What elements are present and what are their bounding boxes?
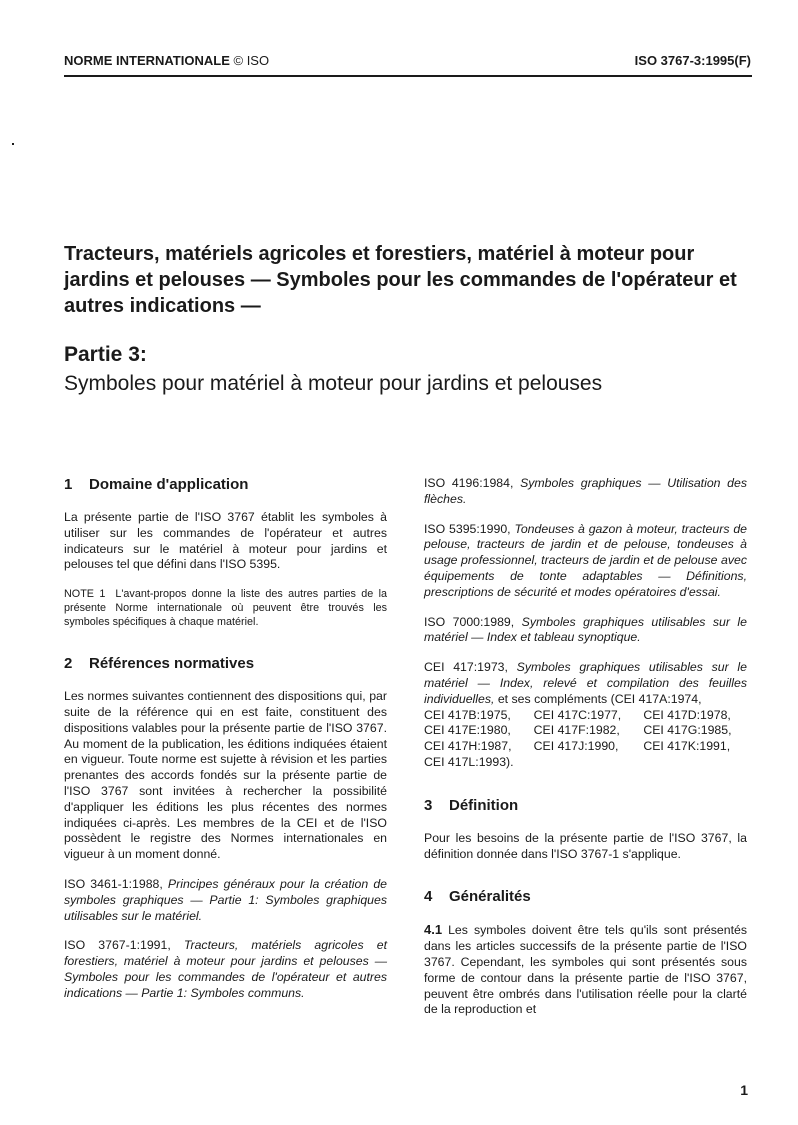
cei-supplement: CEI 417K:1991, [643,739,731,754]
reference-iso-4196 [424,476,747,508]
cei-supplement-list [424,708,747,771]
reference-iso-5395 [424,522,747,601]
cei-supplement: CEI 417J:1990, [533,739,619,754]
section-1-paragraph: La présente partie de l'ISO 3767 établit les symboles à utiliser sur les commandes de l'opérateur et autres indicateurs sur le matériel à moteur pour jardins et pelouses tel que défini dans l'ISO 5395. [64,510,387,572]
reference-code: ISO 7000:1989, [424,614,515,629]
section-4-1-paragraph [424,922,747,1018]
section-4-heading [424,888,747,906]
reference-title: Tracteurs, matériels agricoles et forestiers, matériel à moteur pour jardins et pelouses — Symboles pour les commandes de l'opérateur et autres indications — Partie 1: Symboles communs. [64,938,387,1000]
cei-supplement: CEI 417L:1993). [424,754,514,769]
cei-supplement: CEI 417E:1980, [424,723,511,738]
section-3-heading [424,797,747,815]
part-subtitle: Symboles pour matériel à moteur pour jardins et pelouses [64,372,603,395]
reference-code: ISO 3461-1:1988, [64,876,163,891]
reference-title: Principes généraux pour la création de symboles graphiques — Partie 1: Symboles graphiques utilisables sur le matériel. [64,876,387,923]
section-3-number: 3 [424,796,433,814]
margin-mark [12,143,14,145]
section-4-number: 4 [424,888,433,906]
header-norme-text: NORME INTERNATIONALE [64,53,230,68]
section-2-number: 2 [64,655,73,673]
note-1-label: NOTE 1 [64,588,106,601]
reference-title: Tondeuses à gazon à moteur, tracteurs de pelouse, tracteurs de jardin et de pelouse, tondeuses à usage professionnel, tracteurs de jardin et de pelouse avec équipements de tonte adaptables — Définitions, prescriptions de sécurité et modes opératoires d'essai. [424,521,747,599]
cei-supplement: CEI 417D:1978, [643,707,731,722]
reference-supplements: et ses compléments (CEI 417A:1974, [497,691,702,706]
cei-supplement: CEI 417H:1987, [424,739,512,754]
section-3-paragraph: Pour les besoins de la présente partie de l'ISO 3767, la définition donnée dans l'ISO 3767-1 s'applique. [424,830,747,861]
page-number: 1 [740,1082,748,1098]
header-copyright-text: © ISO [233,53,270,68]
section-1-heading [64,476,387,494]
section-2-paragraph: Les normes suivantes contiennent des dispositions qui, par suite de la référence qui en est faite, constituent des dispositions valables pour la présente partie de l'ISO 3767. Au moment de la publication, les éditions indiquées étaient en vigueur. Toute norme est sujette à révision et les parties prenantes des accords fondés sur la présente partie de l'ISO 3767 sont invitées à rechercher la possibilité d'appliquer les éditions les plus récentes des normes indiquées ci-après. Les membres de la CEI et de l'ISO possèdent le registre des Normes internationales en vigueur à un moment donné. [64,689,387,862]
reference-title: Symboles graphiques utilisables sur le matériel — Index et tableau synoptique. [424,614,748,645]
reference-cei-417 [424,660,747,707]
clause-text: Les symboles doivent être tels qu'ils sont présentés dans les articles successifs de la présente partie de l'ISO 3767. Cependant, les symboles qui sont présentés sous forme de contour dans la présente partie de l'ISO 3767, peuvent être ombrés dans l'utilisation réelle pour la clarté de la reproduction et [424,923,747,1017]
part-title: Partie 3: [64,343,147,366]
cei-supplement: CEI 417C:1977, [533,707,622,722]
reference-iso-3461 [64,877,387,924]
note-1-text: L'avant-propos donne la liste des autres parties de la présente Norme internationale où peuvent être trouvés les symboles spécifiques à chaque matériel. [64,588,387,629]
document-title: Tracteurs, matériels agricoles et forestiers, matériel à moteur pour jardins et pelouses — Symboles pour les commandes de l'opérateur et autres indications — [64,243,737,317]
header-document-id: ISO 3767-3:1995(F) [634,53,751,68]
header-rule [64,75,752,77]
reference-code: CEI 417:1973, [424,660,508,675]
header-standard-label [64,53,269,68]
left-column [64,476,387,1002]
section-2-title: Références normatives [89,655,255,673]
reference-code: ISO 4196:1984, [424,476,514,490]
note-1 [64,587,387,629]
section-2-heading [64,655,387,673]
section-4-title: Généralités [449,888,531,906]
reference-title: Symboles graphiques utilisables sur le matériel — Index, relevé et compilation des feuilles individuelles, [424,660,747,706]
reference-iso-3767-1 [64,938,387,1001]
cei-supplement: CEI 417F:1982, [533,723,620,738]
section-1-number: 1 [64,476,73,493]
reference-code: ISO 3767-1:1991, [64,938,171,953]
section-1-title: Domaine d'application [89,476,249,493]
section-3-title: Définition [449,796,519,814]
reference-code: ISO 5395:1990, [424,521,511,536]
cei-supplement: CEI 417B:1975, [424,707,511,722]
reference-title: Symboles graphiques — Utilisation des flèches. [424,476,748,506]
cei-supplement: CEI 417G:1985, [643,723,732,738]
right-column [424,476,747,1018]
reference-iso-7000 [424,615,747,647]
clause-number: 4.1 [424,922,443,938]
